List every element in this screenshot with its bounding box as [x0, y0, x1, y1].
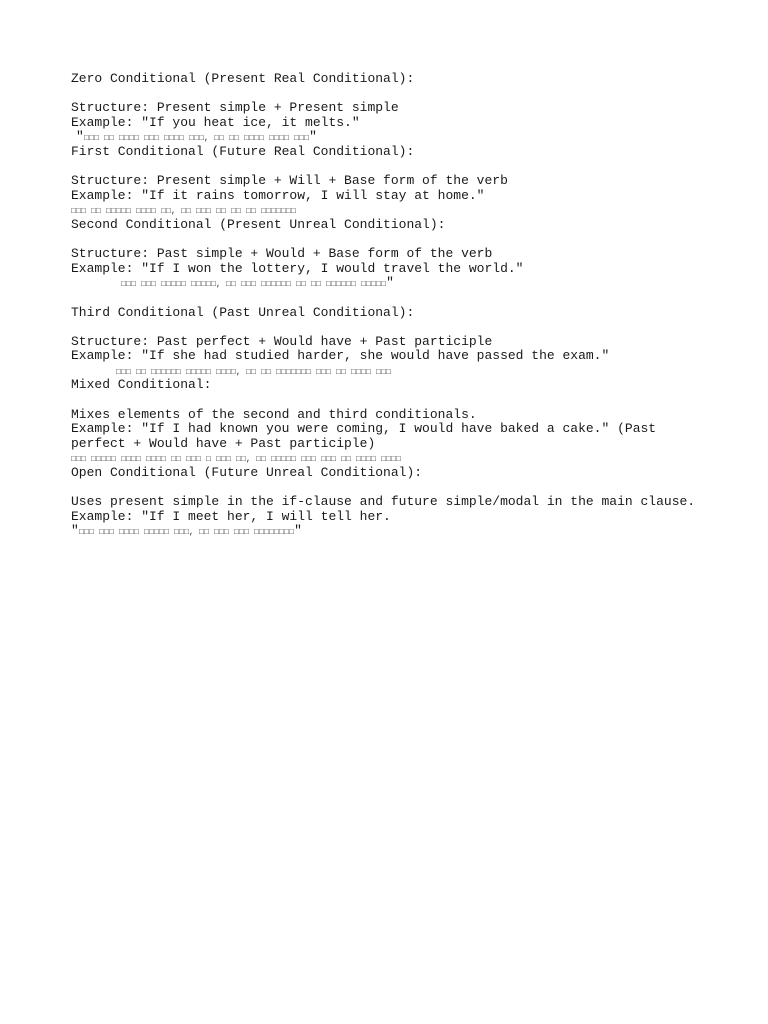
- section-heading-open-conditional: Open Conditional (Future Unreal Conditional):: [71, 465, 423, 481]
- document-body: [71, 72, 711, 539]
- example-line: Example: "If I had known you were coming, I would have baked a cake." (Past perfect + Would have + Past participle): [71, 421, 664, 451]
- blank-line: [71, 160, 711, 175]
- structure-line: Structure: Past simple + Would + Base form of the verb: [71, 246, 493, 262]
- example-line: Example: "If it rains tomorrow, I will stay at home.": [71, 187, 485, 203]
- blank-line: [71, 233, 711, 248]
- structure-line: Uses present simple in the if-clause and future simple/modal in the main clause.: [71, 494, 696, 510]
- translation-line: □□□ □□□□□ □□□□ □□□□ □□ □□□ □ □□□ □□, □□ □□□□□ □□□ □□□ □□ □□□□ □□□□: [71, 455, 402, 465]
- example-line: Example: "If you heat ice, it melts.": [71, 114, 360, 130]
- blank-line: [71, 481, 711, 496]
- blank-line: [71, 87, 711, 102]
- blank-line: [71, 291, 711, 306]
- structure-line: Mixes elements of the second and third conditionals.: [71, 406, 477, 422]
- example-line: Example: "If I won the lottery, I would travel the world.": [71, 260, 524, 276]
- section-heading-mixed-conditional: Mixed Conditional:: [71, 377, 212, 393]
- blank-line: [71, 393, 711, 408]
- example-line: Example: "If she had studied harder, she would have passed the exam.": [71, 348, 610, 364]
- section-heading-first-conditional: First Conditional (Future Real Conditional):: [71, 143, 415, 159]
- translation-line: "□□□ □□□ □□□□ □□□□□ □□□, □□ □□□ □□□ □□□□□□□□": [71, 523, 303, 539]
- section-heading-third-conditional: Third Conditional (Past Unreal Conditional):: [71, 304, 415, 320]
- example-line: Example: "If I meet her, I will tell her.: [71, 508, 391, 524]
- structure-line: Structure: Past perfect + Would have + Past participle: [71, 333, 493, 349]
- translation-line: □□□ □□ □□□□□ □□□□ □□, □□ □□□ □□ □□ □□ □□□□□□□: [71, 207, 297, 217]
- section-heading-second-conditional: Second Conditional (Present Unreal Conditional):: [71, 216, 446, 232]
- section-heading-zero-conditional: Zero Conditional (Present Real Conditional):: [71, 71, 415, 86]
- translation-line: □□□ □□ □□□□□□ □□□□□ □□□□, □□ □□ □□□□□□□ □□□ □□ □□□□ □□□: [116, 367, 392, 377]
- translation-line: "□□□ □□ □□□□ □□□ □□□□ □□□, □□ □□ □□□□ □□□□ □□□": [76, 129, 318, 145]
- blank-line: [71, 320, 711, 335]
- structure-line: Structure: Present simple + Present simple: [71, 100, 399, 116]
- structure-line: Structure: Present simple + Will + Base form of the verb: [71, 173, 508, 189]
- translation-line: □□□ □□□ □□□□□ □□□□□, □□ □□□ □□□□□□ □□ □□ □□□□□□ □□□□□": [121, 275, 395, 291]
